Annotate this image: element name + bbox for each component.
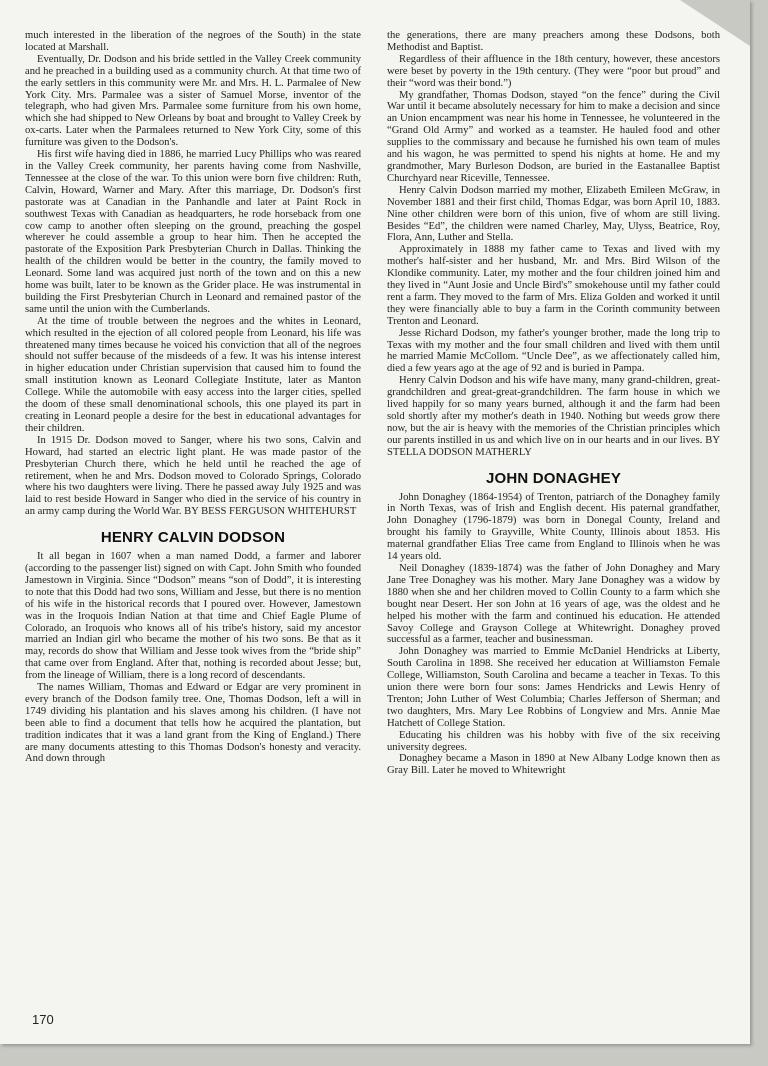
section-title-henry-calvin-dodson: HENRY CALVIN DODSON xyxy=(100,529,286,547)
paragraph: At the time of trouble between the negroes and the whites in Leonard, which resulted in the ejection of all colored people from Leonard, his life was threatened many times because he voiced his conviction that all of the negroes should not suffer because of the misdeeds of a few. It was his intense interest in higher education under Christian supervision that caused him to found the small institution known as Leonard Collegiate Institute, later as Manton College. While the automobile with easy access into the larger cities, spelled the doom of these small denominational schools, this one played its part in creating in Leonard people a desire for the best in educational advantages for their children. xyxy=(25,315,361,434)
paragraph: the generations, there are many preachers among these Dodsons, both Methodist and Baptist. xyxy=(387,30,720,53)
paragraph: John Donaghey (1864-1954) of Trenton, patriarch of the Donaghey family in North Texas, was of Irish and English decent. His paternal grandfather, John Donaghey (1796-1879) was born in Donegal County, Ireland and brought his family to Grayville, White County, Illinois about 1853. His maternal grandfather Elias Tree came from England to Illinois when he was 14 years old. xyxy=(387,491,720,563)
paragraph: Henry Calvin Dodson and his wife have many, many grand-children, great-grandchildren and great-great-grandchildren. The farm house in which we lived happily for so many years burned, although it and the farm had been sold shortly after my mother's death in 1940. Nothing but weeds grow there now, but the air is heavy with the memories of the Christian principles which our parents instilled in us and which live on in our hearts and in our lives. BY STELLA DODSON MATHERLY xyxy=(387,375,720,458)
paragraph: Educating his children was his hobby with five of the six receiving university degrees. xyxy=(387,729,720,753)
paragraph: It all began in 1607 when a man named Dodd, a farmer and laborer (according to the passenger list) signed on with Capt. John Smith who founded Jamestown in Virginia. Since “Dodson” means “son of Dodd”, it is interesting to note that this Dodd had two sons, William and Jesse, but there is no mention of his wife in the historical records that I poured over. However, Jamestown was in the Iroquois Indian Nation at that time and Chief Eagle Plume of Colorado, an Iroquois who knows all of his tribe's history, said my ancestor married an Indian girl who became the mother of his two sons. Be that as it may, records do show that William and Jesse took wives from the “bride ship” that came over from England. After that, nothing is recorded about Jesse; but, from the lineage of William, there is a long record of descendants. xyxy=(25,551,361,682)
paragraph: The names William, Thomas and Edward or Edgar are very prominent in every branch of the Dodson family tree. One, Thomas Dodson, left a will in 1749 dividing his plantation and his slaves among his children. (I have not been able to find a document that tells how he acquired the plantation, but tradition indicates that it was a land grant from the King of England.) There are many documents attesting to this Thomas Dodson's honesty and veracity. And down through xyxy=(25,682,361,765)
left-column xyxy=(25,30,361,765)
section-title-john-donaghey: JOHN DONAGHEY xyxy=(485,469,622,487)
paragraph: Eventually, Dr. Dodson and his bride settled in the Valley Creek community and he preached in a building used as a community church. At that time two of the early settlers in this community were Mr. and Mrs. H. L. Parmalee of New York City. Mrs. Parmalee was a sister of Samuel Morse, inventor of the telegraph, who had given Mrs. Parmalee some furniture from his own home, which she had shipped to New Orleans by boat and brought to Valley Creek by ox-carts. Later when the Parmalees returned to New York City, some of this furniture was given to the Dodson's. xyxy=(25,53,361,149)
paragraph: My grandfather, Thomas Dodson, stayed “on the fence” during the Civil War until it became absolutely necessary for him to make a decision and since an Union encampment was near his home in Tennessee, he volunteered in the “Grand Old Army” and worked as a teamster. He hauled food and other supplies to the commissary and because he furnished his own team of mules and his wagon, he was permitted to spend his nights at home. He and my grandmother, Mary Burleson Dodson, are buried in the Eastanallee Baptist Churchyard near Riceville, Tennessee. xyxy=(387,89,720,184)
paragraph: Neil Donaghey (1839-1874) was the father of John Donaghey and Mary Jane Tree Donaghey was his mother. Mary Jane Donaghey was a widow by 1880 when she and her children moved to Collin County to a farm which she bought near Desert. Her son John at 16 years of age, was the oldest and he helped his mother with the farm and continued his education. He attended Savoy College and Grayson College at Whitewright. Donaghey proved successful as a farmer, teacher and businessman. xyxy=(387,562,720,646)
paragraph: In 1915 Dr. Dodson moved to Sanger, where his two sons, Calvin and Howard, had started an electric light plant. He was made pastor of the Presbyterian Church there, which he held until he reached the age of retirement, when he and Mrs. Dodson moved to Colorado Springs, Colorado where his two daughters were living. There he passed away July 1925 and was laid to rest beside Howard in Sanger who died in the service of his country in an army camp during the World War. BY BESS FERGUSON WHITEHURST xyxy=(25,434,361,518)
paragraph: much interested in the liberation of the negroes of the South) in the state located at Marshall. xyxy=(25,30,361,53)
paragraph: His first wife having died in 1886, he married Lucy Phillips who was reared in the Valley Creek community, her parents having come from Nashville, Tennessee at the close of the war. To this union were born five children: Ruth, Calvin, Howard, Warner and Mary. After this marriage, Dr. Dodson's first pastorate was at Canadian in the Panhandle and later at Paint Rock in southwest Texas with Canadian as headquarters, he rode horseback from one cow camp to another often sleeping on the ground, preaching the gospel wherever he could assemble a group to hear him. Then he accepted the pastorate of the Exposition Park Presbyterian Church in Dallas. Thinking the health of the children would be better in the country, the family moved to Leonard. Some land was acquired just north of the town and on this a new home was built, later to be known as the Grider place. He was instrumental in building the First Presbyterian Church in Leonard and remained pastor of the same until the union with the Cumberlands. xyxy=(25,149,361,315)
right-column xyxy=(387,30,720,777)
paragraph: Approximately in 1888 my father came to Texas and lived with my mother's half-sister and her husband, Mr. and Mrs. Bird Wilson of the Klondike community. Later, my mother and the four children joined him and they lived in “Aunt Josie and Uncle Bird's” smokehouse until my father could rent a farm. They moved to the farm of Mrs. Eliza Golden and worked it until they were financially able to buy a farm in the Corinth community between Trenton and Leonard. xyxy=(387,244,720,327)
paragraph: Regardless of their affluence in the 18th century, however, these ancestors were beset by poverty in the 19th century. (They were “poor but proud” and their “word was their bond.”) xyxy=(387,53,720,89)
paragraph: Jesse Richard Dodson, my father's younger brother, made the long trip to Texas with my mother and the four small children and lived with them until he married Mamie McCollom. “Uncle Dee”, as we affectionately called him, died a few years ago at the age of 92 and is buried in Pampa. xyxy=(387,327,720,375)
paragraph: Henry Calvin Dodson married my mother, Elizabeth Emileen McGraw, in November 1881 and their first child, Thomas Edgar, was born April 10, 1883. Nine other children were born of this union, five of whom are still living. Besides “Ed”, the children were named Charley, May, Ulyss, Beatrice, Roy, Flora, Ann, Luther and Stella. xyxy=(387,184,720,244)
page-number: 170 xyxy=(32,1012,54,1027)
paragraph: Donaghey became a Mason in 1890 at New Albany Lodge known then as Gray Bill. Later he moved to Whitewright xyxy=(387,753,720,777)
paragraph: John Donaghey was married to Emmie McDaniel Hendricks at Liberty, South Carolina in 1898. She received her education at Williamston Female College, Williamston, South Carolina and became a teacher in Texas. To this union there were born four sons: James Hendricks and Lewis Henry of Trenton; John Luther of West Columbia; Charles Jefferson of Sherman; and two daughters, Mrs. Mary Lee Robbins of Longview and Mrs. Annie Mae Hatchett of College Station. xyxy=(387,646,720,729)
